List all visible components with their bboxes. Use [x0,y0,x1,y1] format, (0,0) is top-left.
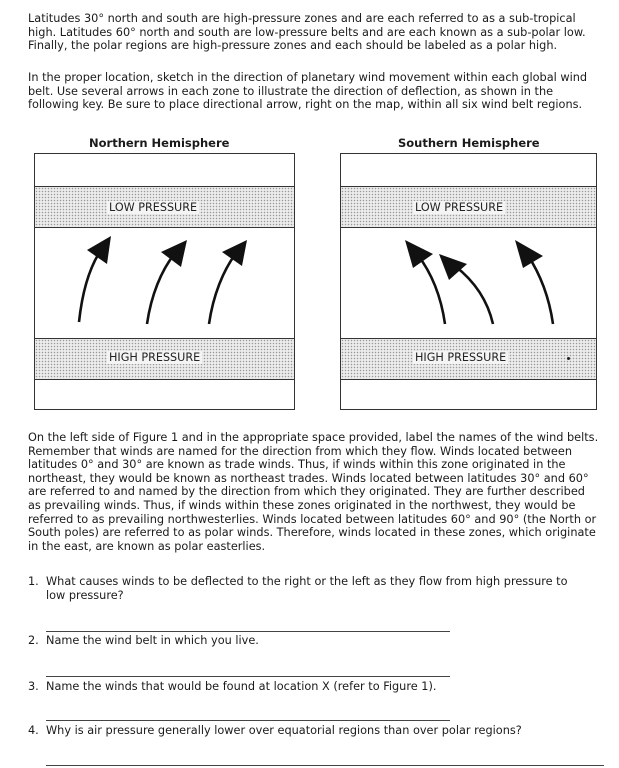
top-band [35,154,294,186]
answer-line-3[interactable] [46,720,450,721]
question-text: Name the wind belt in which you live. [46,634,259,647]
northwest-arrow-icon [515,240,553,324]
high-pressure-band [35,338,294,380]
northeast-arrow-icon [147,240,187,324]
question-text-continued: low pressure? [46,589,124,602]
question-number: 3. [28,680,39,693]
instructions-paragraph: On the left side of Figure 1 and in the appropriate space provided, label the names of the wind belts. Remember that winds are named for the direction from which they flow. Winds located between latitudes 0° and 30° are known as trade winds. Thus, if winds within this zone originated in the northeast, they would be known as northeast trades. Winds located between latitudes 30° and 60° are referred to and named by the direction from which they originated. They are further described as prevailing winds. Thus, if winds within these zones originated in the northwest, they would be referred to as prevailing northwesterlies. Winds located between latitudes 60° and 90° (the North or South poles) are referred to as polar winds. Therefore, winds located in these zones, which originate in the east, are known as polar easterlies. [28,431,599,553]
question-number: 2. [28,634,39,647]
marker-dot [567,357,570,360]
low-pressure-label: LOW PRESSURE [415,201,504,214]
question-number: 4. [28,724,39,737]
answer-line-2[interactable] [46,676,450,677]
arrow-group [341,228,596,338]
southern-hemisphere-key [340,153,597,410]
northern-hemisphere-key [34,153,295,410]
answer-line-1[interactable] [46,631,450,632]
question-number: 1. [28,575,39,588]
high-pressure-label: HIGH PRESSURE [109,351,201,364]
question-2 [28,634,598,648]
question-4 [28,724,598,738]
bottom-band [341,380,596,409]
low-pressure-band [35,186,294,228]
question-1 [28,575,598,603]
question-text: What causes winds to be deflected to the right or the left as they flow from high pressure to [46,575,568,588]
southern-hemisphere-heading: Southern Hemisphere [398,136,540,150]
high-pressure-band [341,338,596,380]
wind-zone [341,228,596,338]
low-pressure-band [341,186,596,228]
arrow-group [35,228,294,338]
answer-line-4[interactable] [46,765,604,766]
question-text: Name the winds that would be found at location X (refer to Figure 1). [46,680,437,693]
wind-zone [35,228,294,338]
bottom-band [35,380,294,409]
northern-hemisphere-heading: Northern Hemisphere [89,136,230,150]
intro-paragraph-2: In the proper location, sketch in the direction of planetary wind movement within each global wind belt. Use several arrows in each zone to illustrate the direction of deflection, as shown in the following key. Be sure to place directional arrow, right on the map, within all six wind belt regions. [28,71,588,112]
high-pressure-label: HIGH PRESSURE [415,351,507,364]
intro-paragraph-1: Latitudes 30° north and south are high-pressure zones and are each referred to as a sub-tropical high. Latitudes 60° north and south are low-pressure belts and are each known as a sub-polar low. Finally, the polar regions are high-pressure zones and each should be labeled as a polar high. [28,12,586,53]
low-pressure-label: LOW PRESSURE [109,201,198,214]
northeast-arrow-icon [209,240,247,324]
question-3 [28,680,598,694]
northwest-arrow-icon [405,240,445,324]
top-band [341,154,596,186]
northeast-arrow-icon [79,236,111,322]
northwest-arrow-icon [439,254,493,324]
question-text: Why is air pressure generally lower over equatorial regions than over polar regions? [46,724,522,737]
